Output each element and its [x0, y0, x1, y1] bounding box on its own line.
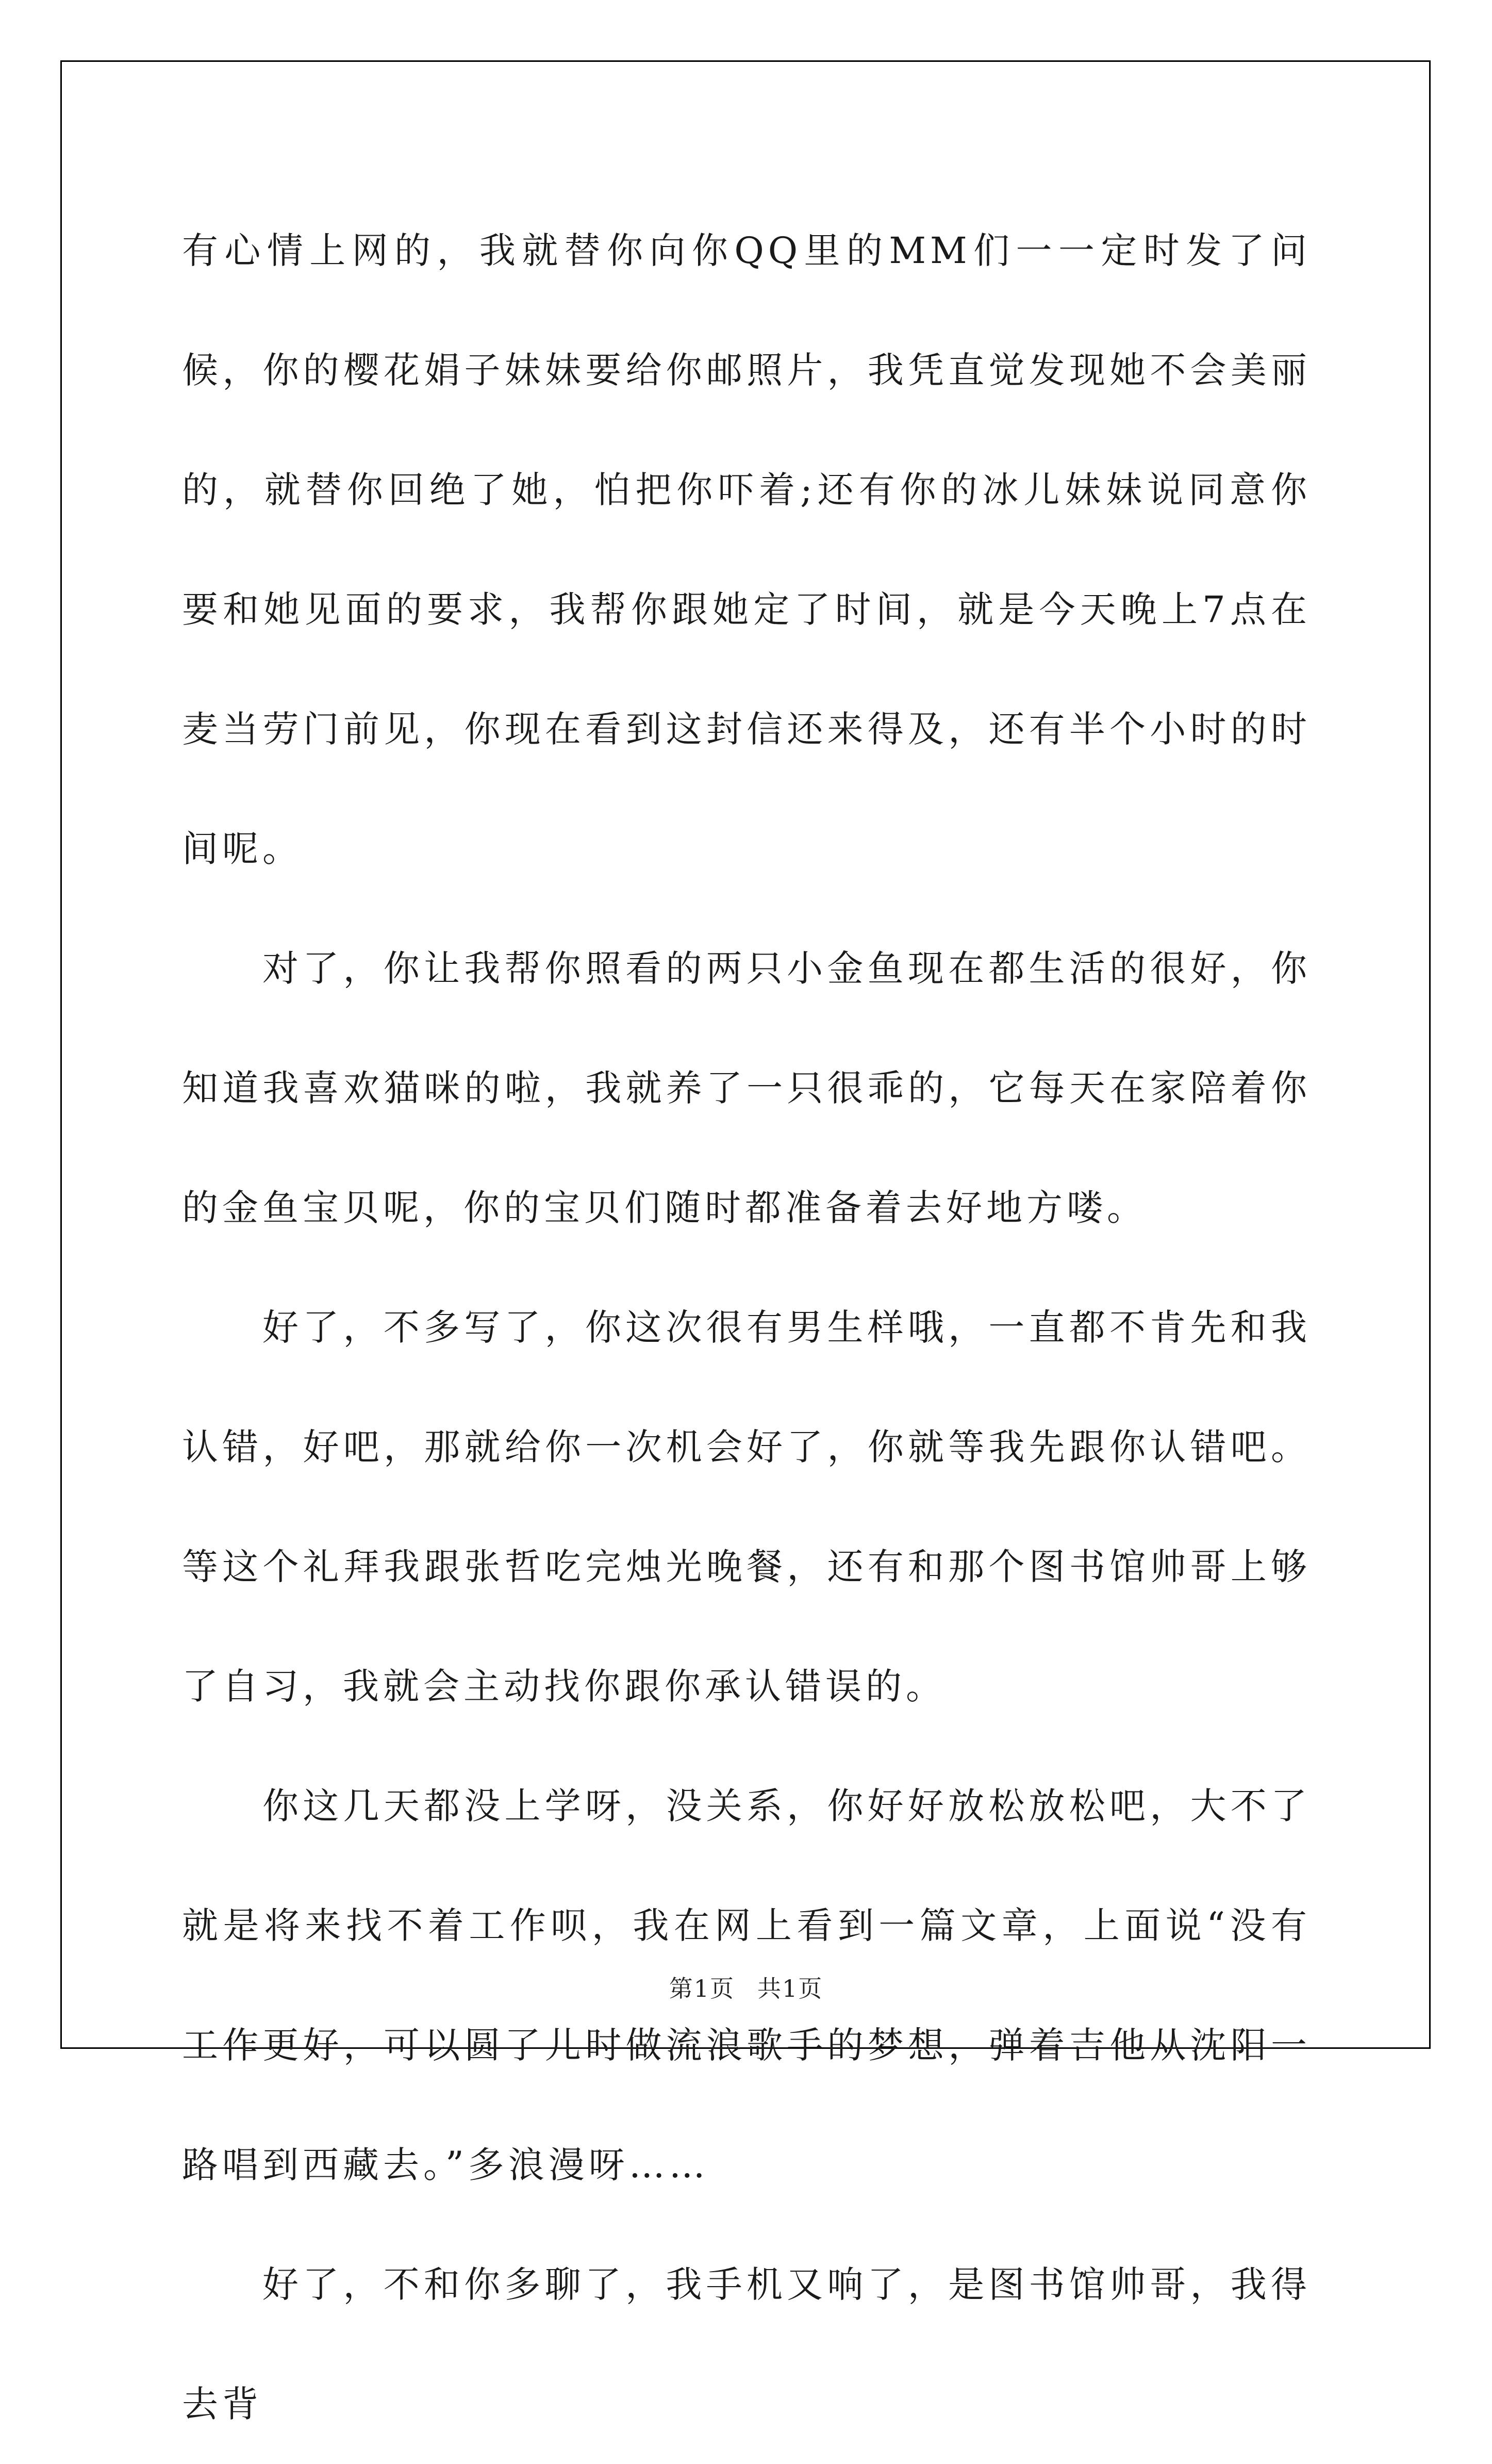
paragraph-1: 有心情上网的，我就替你向你QQ里的MM们一一定时发了问候，你的樱花娟子妹妹要给你邮照片，我凭直觉发现她不会美丽的，就替你回绝了她，怕把你吓着;还有你的冰儿妹妹说同意你要和她见面的要求，我帮你跟她定了时间，就是今天晚上7点在麦当劳门前见，你现在看到这封信还来得及，还有半个小时的时间呢。 [182, 229, 1311, 870]
page-footer [0, 1970, 1492, 2004]
paragraph-2: 对了，你让我帮你照看的两只小金鱼现在都生活的很好，你知道我喜欢猫咪的啦，我就养了一只很乖的，它每天在家陪着你的金鱼宝贝呢，你的宝贝们随时都准备着去好地方喽。 [182, 947, 1311, 1229]
paragraph-5: 好了，不和你多聊了，我手机又响了，是图书馆帅哥，我得去背 [182, 2263, 1311, 2425]
page-total: 共1页 [757, 1975, 823, 2002]
document-body [182, 191, 1311, 2464]
paragraph-4: 你这几天都没上学呀，没关系，你好好放松放松吧，大不了就是将来找不着工作呗，我在网上看到一篇文章，上面说“没有工作更好，可以圆了儿时做流浪歌手的梦想，弹着吉他从沈阳一路唱到西藏去。”多浪漫呀…… [182, 1785, 1311, 2186]
page-number: 第1页 [669, 1975, 735, 2002]
paragraph-3: 好了，不多写了，你这次很有男生样哦，一直都不肯先和我认错，好吧，那就给你一次机会好了，你就等我先跟你认错吧。等这个礼拜我跟张哲吃完烛光晚餐，还有和那个图书馆帅哥上够了自习，我就会主动找你跟你承认错误的。 [182, 1306, 1311, 1707]
